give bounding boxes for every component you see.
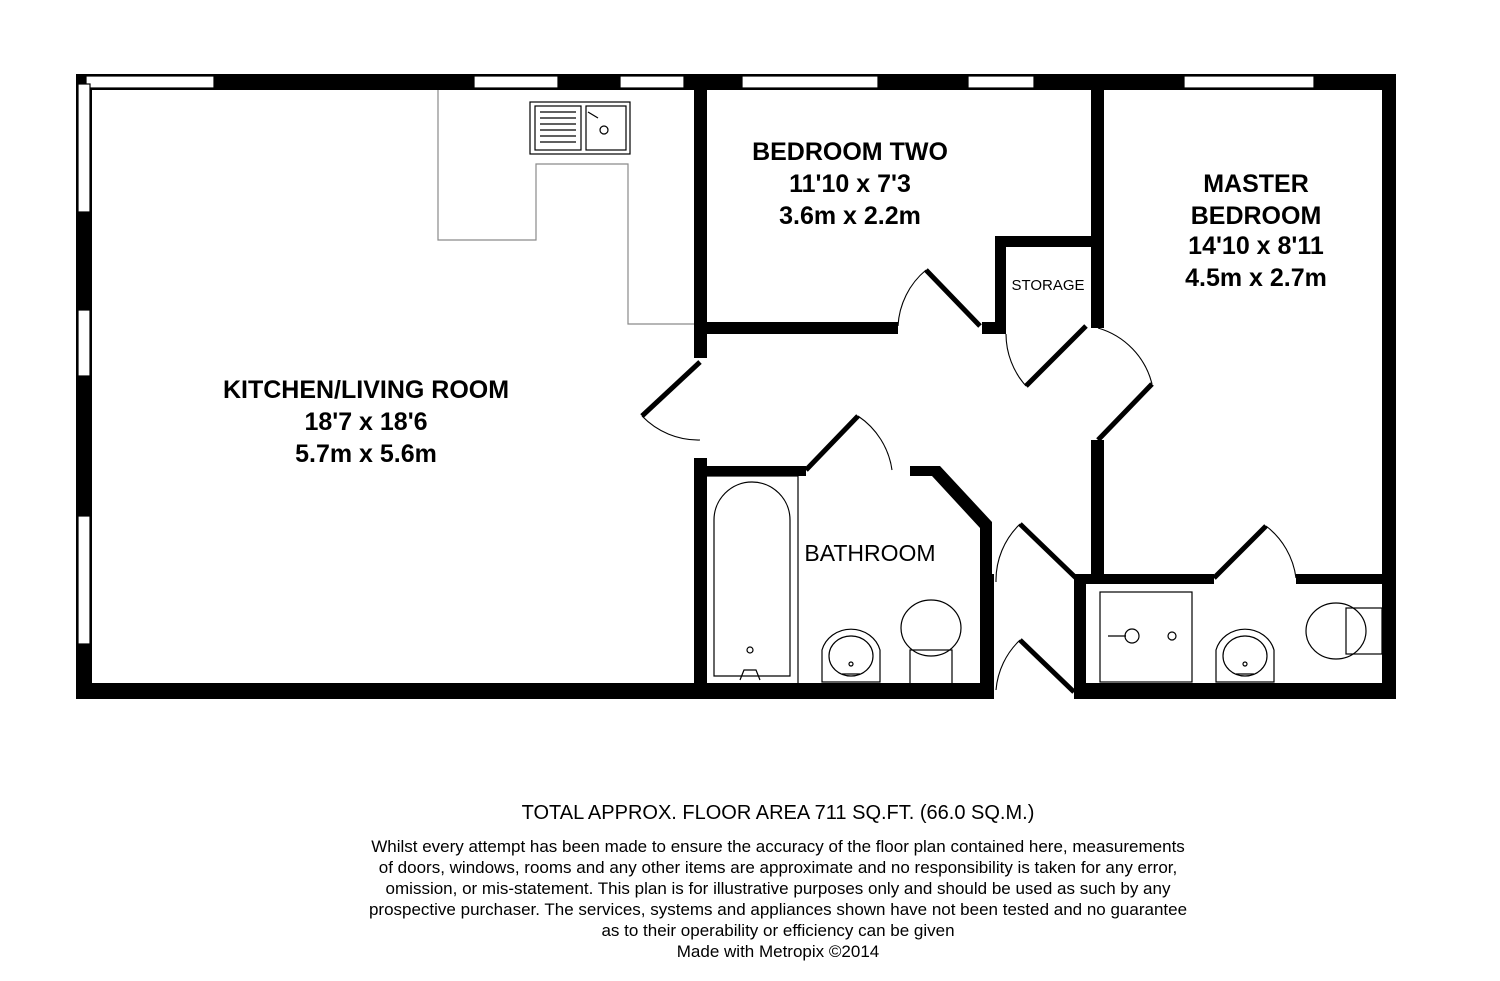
credit: Made with Metropix ©2014	[676, 942, 880, 961]
kitchen-imperial: 18'7 x 18'6	[304, 408, 428, 436]
bedroom-two-metric: 3.6m x 2.2m	[779, 202, 921, 230]
disclaimer-line: as to their operability or efficiency can be given	[601, 921, 955, 940]
room-label-master-bedroom	[1185, 170, 1327, 292]
disclaimer-line: prospective purchaser. The services, systems and appliances shown have not been tested and no guarantee	[368, 900, 1188, 919]
kitchen-metric: 5.7m x 5.6m	[295, 440, 437, 468]
master-name-line2: BEDROOM	[1190, 202, 1322, 230]
bedroom-two-name: BEDROOM TWO	[752, 138, 948, 166]
kitchen-name: KITCHEN/LIVING ROOM	[222, 376, 510, 404]
master-metric: 4.5m x 2.7m	[1185, 264, 1327, 292]
ensuite-fixtures	[1100, 592, 1382, 682]
master-name-line1: MASTER	[1203, 170, 1309, 198]
disclaimer-line: of doors, windows, rooms and any other items are approximate and no responsibility is taken for any error,	[378, 858, 1178, 877]
disclaimer	[28, 836, 1500, 962]
disclaimer-line: omission, or mis-statement. This plan is for illustrative purposes only and should be used as such by any	[385, 879, 1171, 898]
room-label-bedroom-two	[752, 138, 948, 230]
total-floor-area: TOTAL APPROX. FLOOR AREA 711 SQ.FT. (66.0 SQ.M.)	[521, 802, 1035, 824]
bathroom-fixtures	[706, 476, 961, 684]
storage-label: STORAGE	[1011, 277, 1085, 294]
interior-walls	[694, 74, 1396, 699]
room-label-kitchen	[223, 376, 509, 468]
bedroom-two-imperial: 11'10 x 7'3	[789, 170, 911, 198]
master-imperial: 14'10 x 8'11	[1188, 232, 1324, 260]
kitchen-units	[438, 90, 694, 324]
bathroom-label: BATHROOM	[804, 540, 936, 566]
disclaimer-line: Whilst every attempt has been made to ensure the accuracy of the floor plan contained here, measurements	[371, 837, 1185, 856]
